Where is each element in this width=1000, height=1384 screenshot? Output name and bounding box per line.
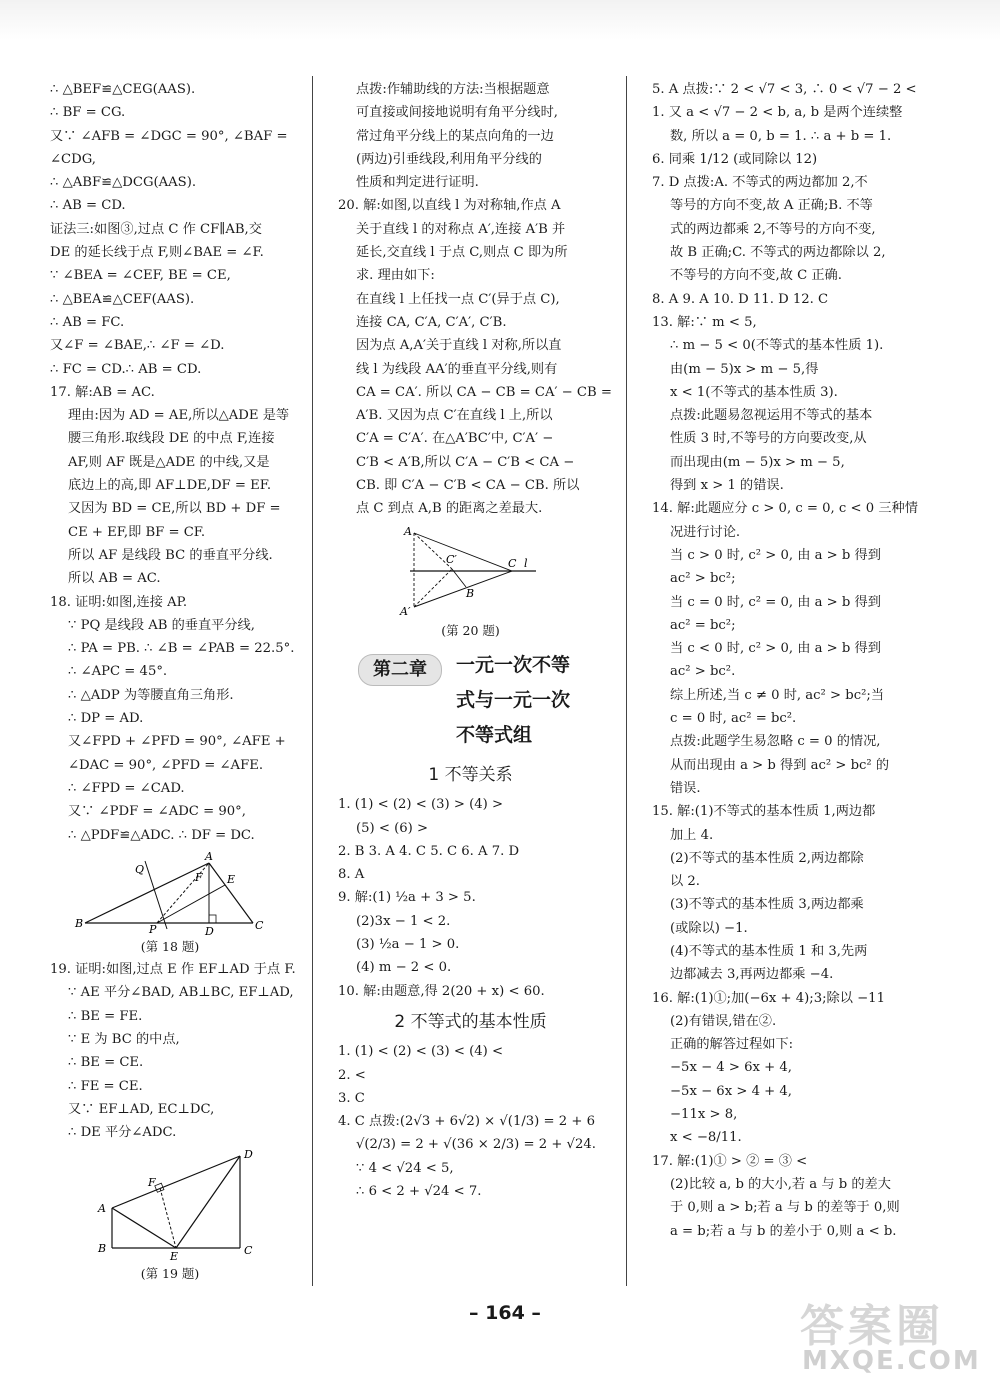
text-line: CE + EF,即 BF = CF. [68,524,206,540]
column-left [50,78,296,1286]
text-line: ∴ BF = CG. [50,105,126,121]
text-line: 14. 解:此题应分 c > 0, c = 0, c < 0 三种情 [652,501,918,517]
text-line: ∵ ∠BEA = ∠CEF, BE = CE, [50,268,231,284]
text-line: 而出现由(m − 5)x > m − 5, [670,454,845,470]
text-line: ∴ FE = CE. [68,1078,143,1094]
fig18-label-f: F [195,870,203,884]
text-line: 17. 解:(1)① > ② = ③ < [652,1153,808,1169]
text-line: 正确的解答过程如下: [670,1037,794,1053]
text-line: CB. 即 C′A − C′B < CA − CB. 所以 [356,478,580,494]
fig20-label-b: B [465,586,474,600]
text-line: 5. A 点拨:∵ 2 < √7 < 3, ∴ 0 < √7 − 2 < [652,82,917,97]
text-line: 8. A [338,867,365,883]
page-number: – 164 – [469,1302,541,1324]
text-line: ∴ PA = PB. ∴ ∠B = ∠PAB = 22.5°. [68,641,295,657]
chapter-heading [338,648,603,756]
column-middle [338,78,612,1203]
fig19-label-f: F [148,1176,156,1190]
text-line: x < −8/11. [670,1130,742,1146]
text-line: ∴ △BEF≌△CEG(AAS). [50,82,196,97]
text-line: 17. 解:AB = AC. [50,384,155,400]
text-line: C′B < A′B,所以 C′A − C′B < CA − [356,454,575,470]
chapter-badge: 第二章 [358,654,442,686]
text-line: 点拨:作辅助线的方法:当根据题意 [356,82,550,97]
col2-text-block [338,78,612,521]
text-line: 当 c > 0 时, c² > 0, 由 a > b 得到 [670,547,881,563]
text-line: ∠DAC = 90°, ∠PFD = ∠AFE. [68,757,264,773]
text-line: ac² > bc²; [670,571,736,587]
text-line: x < 1(不等式的基本性质 3). [670,384,838,400]
text-line: 又∠FPD + ∠PFD = 90°, ∠AFE + [68,734,286,750]
text-line: 综上所述,当 c ≠ 0 时, ac² > bc²;当 [670,687,885,703]
text-line: 况进行讨论. [670,524,741,540]
fig18-label-p: P [149,922,157,936]
text-line: 1. 又 a < √7 − 2 < b, a, b 是两个连续整 [652,105,903,121]
text-line: AF,则 AF 既是△ADE 的中线,又是 [68,454,270,470]
fig18-label-a: A [205,849,213,863]
fig20-label-cprime: C′ [445,552,457,566]
text-line: 以 2. [670,874,700,890]
fig18-label-b: B [75,916,84,930]
text-line: 数, 所以 a = 0, b = 1. ∴ a + b = 1. [670,128,892,144]
text-line: 底边上的高,即 AF⊥DE,DF = EF. [68,478,272,494]
text-line: (2)不等式的基本性质 2,两边都除 [670,850,864,866]
text-line: 18. 证明:如图,连接 AP. [50,594,188,610]
text-line: 式的两边都乘 2,不等号的方向不变, [670,221,876,237]
watermark-main-text: 答案圈 [800,1301,944,1352]
column-divider-2 [626,76,627,1286]
text-line: (2)3x − 1 < 2. [356,913,451,929]
text-line: (两边)引垂线段,利用角平分线的 [356,151,542,167]
text-line: 错误. [670,780,701,796]
text-line: ∵ 4 < √24 < 5, [356,1160,454,1176]
text-line: 不等号的方向不变,故 C 正确. [670,268,842,284]
text-line: 可直接或间接地说明有角平分线时, [356,105,559,121]
fig18-label-q: Q [135,862,145,876]
text-line: ∴ AB = FC. [50,314,125,330]
fig19-label-a: A [98,1202,106,1216]
text-line: A′B. 又因为点 C′在直线 l 上,所以 [356,408,553,424]
text-line: (2)有错误,错在②. [670,1013,777,1029]
text-line: 等号的方向不变,故 A 正确;B. 不等 [670,198,873,214]
figure-19 [80,1148,260,1264]
fig19-label-e: E [170,1250,179,1264]
text-line: 13. 解:∵ m < 5, [652,314,757,330]
fig20-label-a: A [403,524,412,538]
text-line: 又因为 BD = CE,所以 BD + DF = [68,501,281,517]
text-line: 16. 解:(1)①;加(−6x + 4);3;除以 −11 [652,990,885,1006]
text-line: ∴ BE = CE. [68,1055,144,1071]
text-line: ∴ △BEA≌△CEF(AAS). [50,291,195,307]
text-line: ∴ △ADP 为等腰直角三角形. [68,687,234,703]
col1-text-block [50,78,295,847]
text-line: (或除以) −1. [670,920,748,936]
column-divider-1 [312,76,313,1286]
fig19-label-b: B [98,1242,107,1256]
text-line: 线 l 为线段 AA′的垂直平分线,则有 [356,361,558,377]
figure-18-caption: (第 18 题) [140,938,200,954]
text-line: 常过角平分线上的某点向角的一边 [356,128,554,144]
text-line: 15. 解:(1)不等式的基本性质 1,两边都 [652,804,876,820]
text-line: DE 的延长线于点 F,则∠BAE = ∠F. [50,245,264,261]
text-line: −11x > 8, [670,1107,738,1123]
text-line: (3)不等式的基本性质 3,两边都乘 [670,897,864,913]
fig19-label-c: C [244,1244,253,1258]
text-line: 证法三:如图③,过点 C 作 CF∥AB,交 [50,221,262,237]
text-line: 故 B 正确;C. 不等式的两边都除以 2, [670,245,886,261]
text-line: 2. < [338,1067,366,1083]
text-line: 点 C 到点 A,B 的距离之差最大. [356,501,543,517]
text-line: (4)不等式的基本性质 1 和 3,先两 [670,943,868,959]
text-line: 性质和判定进行证明. [356,175,479,191]
text-line: 又∵ EF⊥AD, EC⊥DC, [68,1101,215,1117]
text-line: 得到 x > 1 的错误. [670,478,784,494]
chapter-title-line: 一元一次不等 [456,653,571,676]
text-line: 当 c = 0 时, c² = 0, 由 a > b 得到 [670,594,881,610]
text-line: c = 0 时, ac² = bc². [670,711,797,727]
text-line: ∴ m − 5 < 0(不等式的基本性质 1). [670,338,884,354]
text-line: 腰三角形.取线段 DE 的中点 F,连接 [68,431,275,447]
text-line: 点拨:此题学生易忽略 c = 0 的情况, [670,734,881,750]
text-line: ∴ DE 平分∠ADC. [68,1125,177,1141]
text-line: CA = CA′. 所以 CA − CB = CA′ − CB = [356,384,612,400]
text-line: 2. B 3. A 4. C 5. C 6. A 7. D [338,843,520,859]
text-line: 又∵ ∠PDF = ∠ADC = 90°, [68,804,246,820]
text-line: (4) m − 2 < 0. [356,960,452,976]
text-line: 1. (1) < (2) < (3) < (4) < [338,1044,504,1060]
text-line: ∴ FC = CD.∴ AB = CD. [50,361,202,377]
fig20-label-c: C [507,556,516,570]
text-line: −5x − 4 > 6x + 4, [670,1060,792,1076]
text-line: 又∵ ∠AFB = ∠DGC = 90°, ∠BAF = [50,128,288,144]
text-line: 又∠F = ∠BAE,∴ ∠F = ∠D. [50,338,225,354]
text-line: 19. 证明:如图,过点 E 作 EF⊥AD 于点 F. [50,962,296,978]
text-line: 关于直线 l 的对称点 A′,连接 A′B 并 [356,221,566,237]
text-line: 性质 3 时,不等号的方向要改变,从 [670,431,867,447]
text-line: 所以 AF 是线段 BC 的垂直平分线. [68,547,273,563]
watermark-logo [800,1290,990,1380]
text-line: ∴ DP = AD. [68,711,144,727]
text-line: 连接 CA, C′A, C′A′, C′B. [356,314,507,330]
text-line: 求. 理由如下: [356,268,435,284]
figure-20-caption: (第 20 题) [441,622,500,638]
text-line: 20. 解:如图,以直线 l 为对称轴,作点 A [338,198,561,214]
text-line: ∴ △PDF≌△ADC. ∴ DF = DC. [68,827,255,843]
text-line: ∴ 6 < 2 + √24 < 7. [356,1183,482,1199]
text-line: (2)比较 a, b 的大小,若 a 与 b 的差大 [670,1176,891,1192]
text-line: 10. 解:由题意,得 2(20 + x) < 60. [338,983,545,999]
text-line: 6. 同乘 1/12 (或同除以 12) [652,151,818,167]
fig18-label-c: C [255,918,264,932]
text-line: (5) < (6) > [356,820,429,836]
text-line: C′A = C′A′. 在△A′BC′中, C′A′ − [356,431,554,447]
figure-18 [75,849,265,938]
text-line: a = b;若 a 与 b 的差小于 0,则 a < b. [670,1223,897,1239]
text-line: ac² > bc². [670,664,736,680]
text-line: √(2/3) = 2 + √(36 × 2/3) = 2 + √24. [356,1137,596,1153]
watermark-sub-text: MXQE.COM [802,1346,981,1376]
col3-text-block [652,78,918,1243]
fig18-label-d: D [205,924,214,938]
col1b-text-block [50,958,296,1144]
text-line: 理由:因为 AD = AE,所以△ADE 是等 [68,408,290,424]
figure-20 [396,524,546,618]
section-2-title: 2 不等式的基本性质 [394,1011,547,1032]
text-line: 边都减去 3,再两边都乘 −4. [670,967,834,983]
text-line: 加上 4. [670,827,714,843]
text-line: ∴ BE = FE. [68,1008,143,1024]
text-line: ∵ AE 平分∠BAD, AB⊥BC, EF⊥AD, [68,985,294,1001]
section-1-answers [338,793,603,1003]
text-line: ∴ ∠APC = 45°. [68,664,168,680]
text-line: ac² = bc²; [670,617,736,633]
text-line: 在直线 l 上任找一点 C′(异于点 C), [356,291,560,307]
fig18-label-e: E [227,872,236,886]
text-line: 9. 解:(1) ½a + 3 > 5. [338,890,476,906]
fig19-label-d: D [244,1148,253,1162]
text-line: −5x − 6x > 4 + 4, [670,1083,792,1099]
text-line: 从而出现由 a > b 得到 ac² > bc² 的 [670,757,890,773]
text-line: 由(m − 5)x > m − 5,得 [670,361,819,377]
fig20-label-aprime: A′ [399,604,410,618]
column-right [652,78,918,1243]
text-line: ∴ △ABF≌△DCG(AAS). [50,175,197,191]
chapter-title-line: 式与一元一次 [456,688,571,711]
text-line: ∠CDG, [50,151,96,167]
text-line: 8. A 9. A 10. D 11. D 12. C [652,291,829,307]
text-line: 3. C [338,1090,365,1106]
text-line: 于 0,则 a > b;若 a 与 b 的差等于 0,则 [670,1200,900,1216]
text-line: ∵ PQ 是线段 AB 的垂直平分线, [68,617,255,633]
text-line: ∴ AB = CD. [50,198,126,214]
fig20-label-l: l [523,556,528,570]
text-line: (3) ½a − 1 > 0. [356,937,460,953]
section-1-title: 1 不等关系 [428,764,513,785]
text-line: ∴ ∠FPD = ∠CAD. [68,780,185,796]
chapter-title-line: 不等式组 [456,723,533,746]
text-line: 7. D 点拨:A. 不等式的两边都加 2,不 [652,175,868,191]
text-line: 点拨:此题易忽视运用不等式的基本 [670,408,873,424]
text-line: 延长,交直线 l 于点 C,则点 C 即为所 [356,245,568,261]
text-line: 当 c < 0 时, c² > 0, 由 a > b 得到 [670,641,881,657]
text-line: 4. C 点拨:(2√3 + 6√2) × √(1/3) = 2 + 6 [338,1114,595,1130]
text-line: 1. (1) < (2) < (3) > (4) > [338,797,504,813]
chapter-title [456,648,601,753]
scan-top-strip [0,0,1000,40]
figure-19-caption: (第 19 题) [140,1266,200,1282]
text-line: 所以 AB = AC. [68,571,161,587]
section-2-answers [338,1040,603,1203]
text-line: 因为点 A,A′关于直线 l 对称,所以直 [356,338,562,354]
text-line: ∵ E 为 BC 的中点, [68,1031,180,1047]
